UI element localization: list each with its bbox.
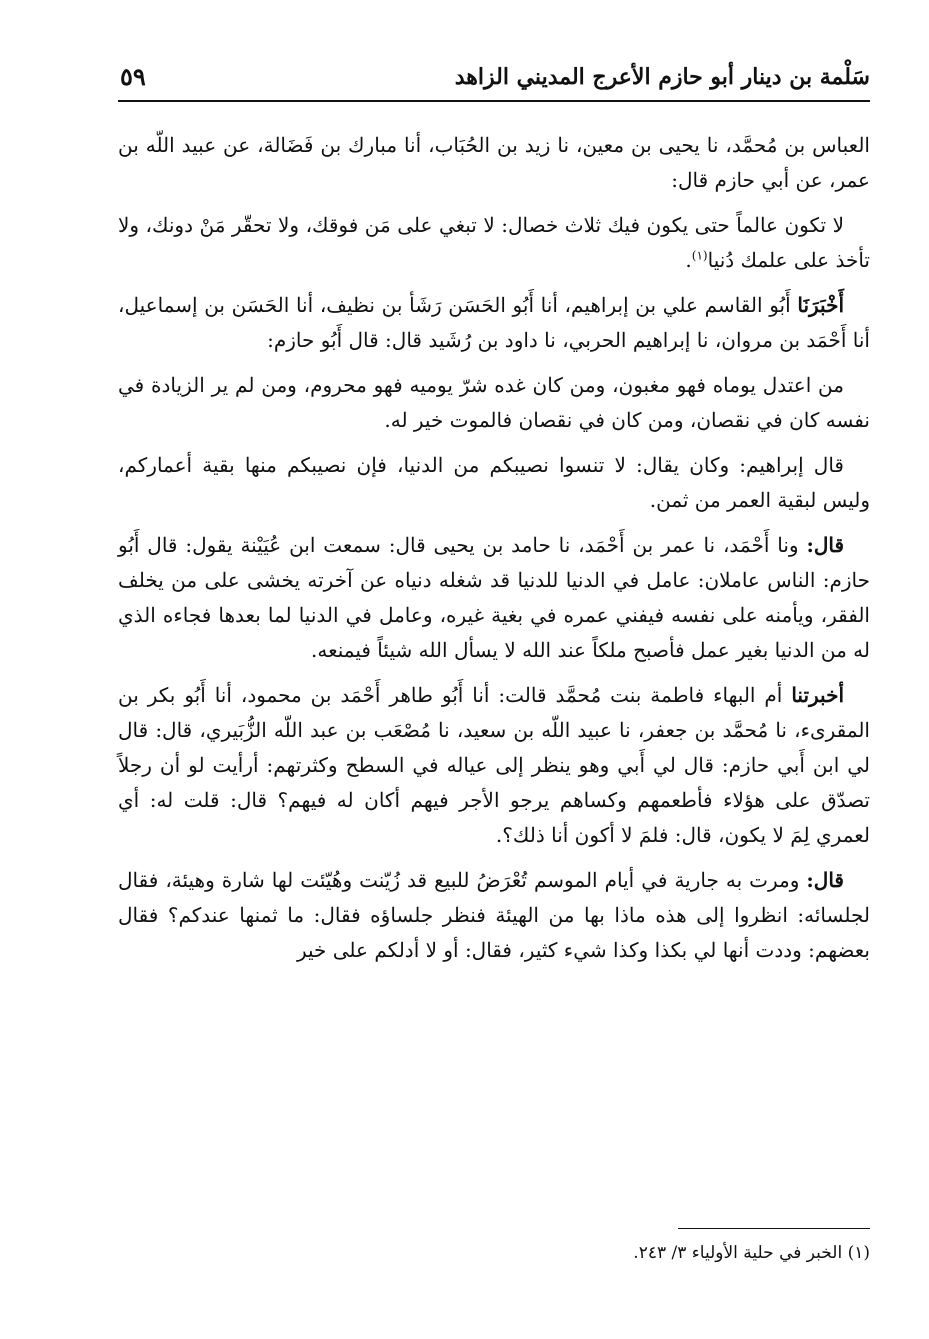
paragraph-text: العباس بن مُحمَّد، نا يحيى بن معين، نا زيد بن الحُبَاب، أنا مبارك بن فَضَالة، عن عبيد اللّه بن عمر، عن أبي حازم قال: [118,133,870,192]
paragraph-text: من اعتدل يوماه فهو مغبون، ومن كان غده شرّ يوميه فهو محروم، ومن لم ير الزيادة في نفسه كان في نقصان، ومن كان في نقصان فالموت خير له. [118,373,870,432]
paragraph-text: قال إبراهيم: وكان يقال: لا تنسوا نصيبكم من الدنيا، فإن نصيبكم منها بقية أعماركم، وليس لبقية العمر من ثمن. [118,453,870,512]
paragraph-text: ومرت به جارية في أيام الموسم تُعْرَضُ للبيع قد زُيّنت وهُيّئت لها شارة وهيئة، فقال لجلسائه: انظروا إلى هذه ماذا بها من الهيئة فنظر جلساؤه فقال: ما ثمنها عندكم؟ فقال بعضهم: وددت أنها لي بكذا وكذا شيء كثير، فقال: أو لا أدلكم على خير [118,868,870,962]
body-text [118,128,870,978]
paragraph-lead: أَخْبَرَنَا [797,293,844,317]
page-number: ٥٩ [120,62,146,91]
paragraph-4 [118,368,870,438]
paragraph-5 [118,448,870,518]
paragraph-text: لا تكون عالماً حتى يكون فيك ثلاث خصال: لا تبغي على مَن فوقك، ولا تحقّر مَنْ دونك، ولا تأخذ على علمك دُنيا [118,213,870,272]
footnote-reference: (١) [691,248,708,263]
running-title: سَلْمة بن دينار أبو حازم الأعرج المديني الزاهد [454,64,870,90]
footnote-number: (١) [847,1243,870,1263]
paragraph-3 [118,288,870,358]
paragraph-lead: قال: [806,868,844,892]
footnote [118,1240,870,1266]
header-rule [118,100,870,102]
paragraph-lead: قال: [806,533,845,557]
paragraph-6 [118,528,870,668]
page-header [118,56,870,98]
footnote-rule [678,1228,870,1229]
footnote-text: الخبر في حلية الأولياء ٣/ ٢٤٣. [633,1243,843,1263]
paragraph-2 [118,208,870,278]
paragraph-end: . [685,248,692,272]
paragraph-1 [118,128,870,198]
paragraph-text: أم البهاء فاطمة بنت مُحمَّد قالت: أنا أَبُو طاهر أَحْمَد بن محمود، أنا أَبُو بكر بن المقرىء، نا مُحمَّد بن جعفر، نا عبيد اللّه بن سعيد، نا مُصْعَب بن عبد اللّه الزُّبَيري، قال: قال لي ابن أَبي حازم: قال لي أَبي وهو ينظر إلى عياله في السطح وكثرتهم: أرأيت لو أن رجلاً تصدّق على هؤلاء فأطعمهم وكساهم يرجو الأجر فيهم أكان له فيهم؟ قال: قلت له: أي لعمري لِمَ لا يكون، قال: فلمَ لا أكون أنا ذلك؟. [118,683,870,847]
paragraph-lead: أخبرتنا [791,683,845,707]
paragraph-text: ونا أَحْمَد، نا عمر بن أَحْمَد، نا حامد بن يحيى قال: سمعت ابن عُيَيْنة يقول: قال أَبُو حازم: الناس عاملان: عامل في الدنيا للدنيا قد شغله دنياه عن آخرته يخشى على من يخلف الفقر، ويأمنه على نفسه فيفني عمره في بغية غيره، وعامل في الدنيا لما بعدها فجاءه الذي له من الدنيا بغير عمل فأصبح ملكاً عند الله لا يسأل الله شيئاً فيمنعه. [118,533,870,662]
paragraph-8 [118,863,870,968]
paragraph-text: أَبُو القاسم علي بن إبراهيم، أنا أَبُو الحَسَن رَشَأ بن نظيف، أنا الحَسَن بن إسماعيل، أنا أَحْمَد بن مروان، نا إبراهيم الحربي، نا داود بن رُشَيد قال: قال أَبُو حازم: [118,293,870,352]
paragraph-7 [118,678,870,853]
